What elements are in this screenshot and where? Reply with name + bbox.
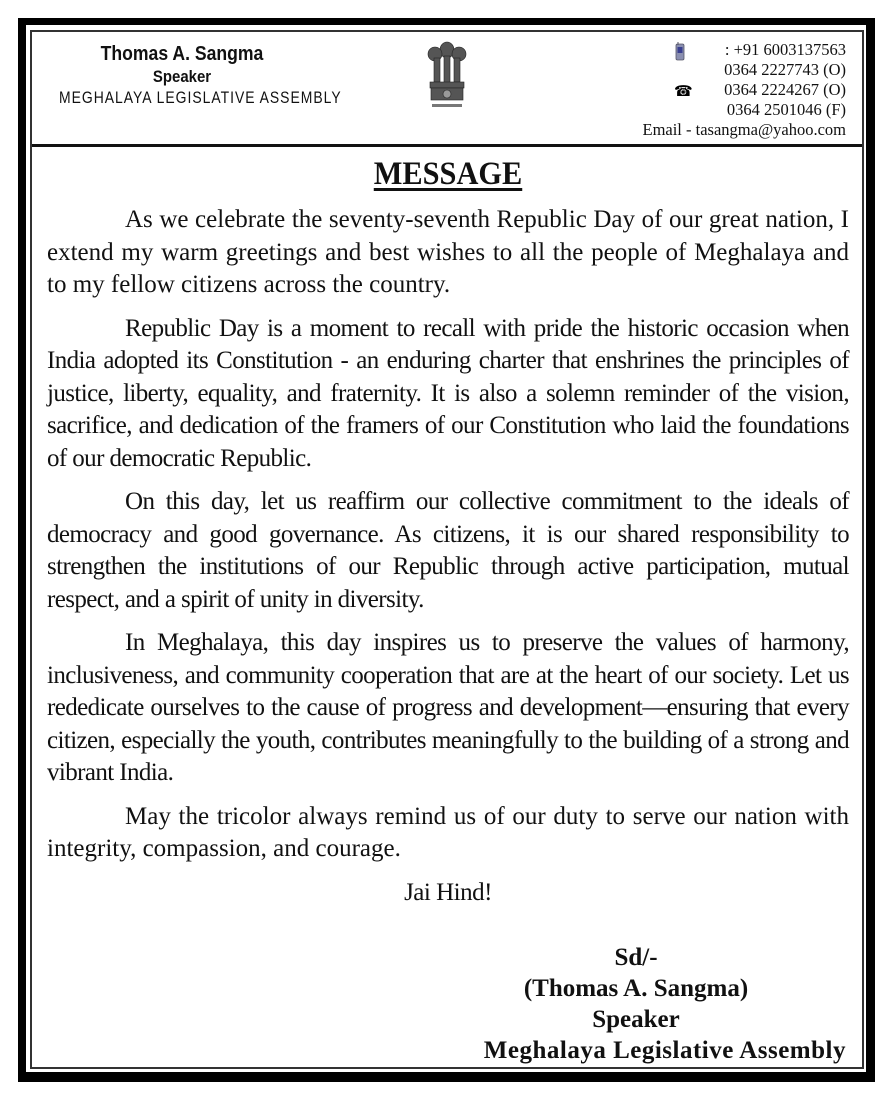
signature-name: (Thomas A. Sangma) xyxy=(523,975,749,1002)
mobile-number: : +91 6003137563 xyxy=(724,40,846,59)
signature-block xyxy=(426,942,846,1066)
letterhead-sender xyxy=(32,42,342,108)
message-paragraph: On this day, let us reaffirm our collective commitment to the ideals of democracy and good governance. As citizens, it is our shared responsibility to strengthen the institutions of our Republic through active participation, mutual respect, and a spirit of unity in diversity. xyxy=(47,488,849,613)
message-paragraph: As we celebrate the seventy-seventh Republic Day of our great nation, I extend my warm greetings and best wishes to all the people of Meghalaya and to my fellow citizens across the country. xyxy=(47,206,849,298)
email-address[interactable]: Email - tasangma@yahoo.com xyxy=(642,120,846,139)
signature-title: Speaker xyxy=(592,1006,680,1033)
office-phone-1: 0364 2227743 (O) xyxy=(724,60,846,79)
sender-title: Speaker xyxy=(152,67,212,86)
office-phone-2: 0364 2224267 (O) xyxy=(724,80,846,99)
message-body xyxy=(47,150,849,923)
message-paragraph: May the tricolor always remind us of our duty to serve our nation with integrity, compassion, and courage. xyxy=(47,802,849,862)
signature-organization: Meghalaya Legislative Assembly xyxy=(483,1037,846,1064)
contact-details xyxy=(642,40,846,140)
signature-sd: Sd/- xyxy=(614,944,658,971)
telephone-icon: ☎ xyxy=(674,84,693,100)
national-emblem-icon xyxy=(422,38,472,112)
sender-organization: MEGHALAYA LEGISLATIVE ASSEMBLY xyxy=(59,88,342,107)
letterhead xyxy=(32,32,862,145)
message-paragraph: In Meghalaya, this day inspires us to preserve the values of harmony, inclusiveness, and community cooperation that are at the heart of our society. Let us rededicate ourselves to the cause of progress and development—ensuring that every citizen, especially the youth, contributes meaningfully to the building of a strong and vibrant India. xyxy=(47,629,849,786)
message-title: MESSAGE xyxy=(373,156,523,192)
header-divider xyxy=(32,144,862,147)
message-paragraph: Republic Day is a moment to recall with pride the historic occasion when India adopted its Constitution - an enduring charter that enshrines the principles of justice, liberty, equality, and fraternity. It is also a solemn reminder of the vision, sacrifice, and dedication of the framers of our Constitution who laid the foundations of our democratic Republic. xyxy=(47,314,849,472)
fax-number: 0364 2501046 (F) xyxy=(726,100,846,119)
sender-name: Thomas A. Sangma xyxy=(100,43,264,65)
closing-salutation: Jai Hind! xyxy=(404,878,492,906)
